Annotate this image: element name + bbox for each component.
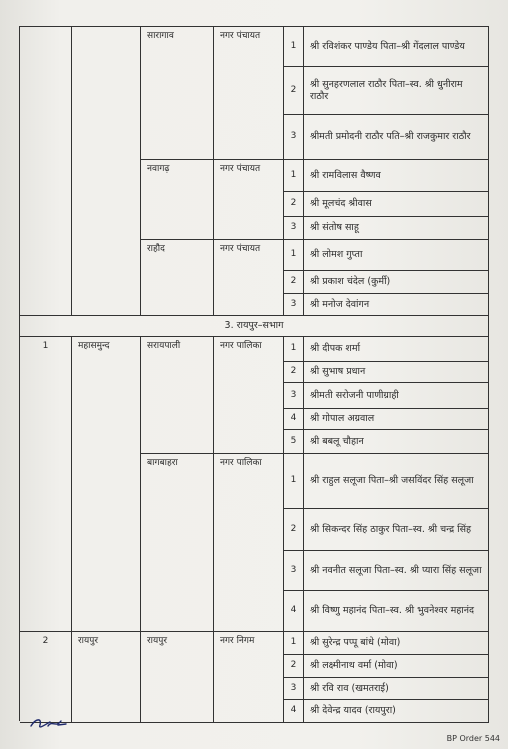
local-body-cell: सारागाव [141,27,214,160]
member-number: 2 [284,362,304,383]
member-number: 3 [284,217,304,240]
member-name: श्री सुभाष प्रधान [304,362,489,383]
member-number: 3 [284,678,304,700]
body-type-cell: नगर पालिका [214,454,284,632]
member-name: श्री रविशंकर पाण्डेय पिता–श्री गेंदलाल पाण्डेय [304,27,489,67]
member-name: श्री सिकन्दर सिंह ठाकुर पिता–स्व. श्री चन्द्र सिंह [304,509,489,551]
local-body-cell: नवागढ़ [141,160,214,240]
member-name: श्री विष्णु महानंद पिता–स्व. श्री भुवनेश्वर महानंद [304,591,489,632]
member-number: 4 [284,700,304,723]
member-name: श्रीमती सरोजनी पाणीग्राही [304,383,489,409]
member-name: श्री सुरेन्द्र पप्पू बांधे (मोवा) [304,632,489,655]
handwritten-signature [28,712,68,734]
member-name: श्री लक्ष्मीनाथ वर्मा (मोवा) [304,655,489,678]
member-name: श्री दीपक शर्मा [304,337,489,362]
local-body-cell: रायपुर [141,632,214,723]
member-number: 3 [284,115,304,160]
member-name: श्री देवेन्द्र यादव (रायपुरा) [304,700,489,723]
body-type-cell: नगर पंचायत [214,27,284,160]
member-number: 1 [284,240,304,271]
member-number: 1 [284,160,304,192]
body-type-cell: नगर निगम [214,632,284,723]
member-number: 4 [284,591,304,632]
body-type-cell: नगर पंचायत [214,240,284,316]
member-number: 2 [284,67,304,115]
member-name: श्री सुनहरणलाल राठौर पिता–स्व. श्री धुनीराम राठौर [304,67,489,115]
member-name: श्री नवनीत सलूजा पिता–स्व. श्री प्यारा सिंह सलूजा [304,551,489,591]
member-number: 3 [284,294,304,316]
serial-number-cell: 2 [20,632,72,723]
district-cell: महासमुन्द [72,337,141,632]
member-number: 3 [284,551,304,591]
member-number: 1 [284,632,304,655]
member-name: श्री बबलू चौहान [304,430,489,454]
member-number: 2 [284,655,304,678]
member-name: श्री मूलचंद श्रीवास [304,192,489,217]
member-number: 2 [284,271,304,294]
member-number: 1 [284,337,304,362]
local-body-cell: राहौद [141,240,214,316]
table-cell-empty [20,27,72,316]
body-type-cell: नगर पंचायत [214,160,284,240]
member-number: 2 [284,509,304,551]
member-name: श्री प्रकाश चंदेल (कुर्मी) [304,271,489,294]
section-heading: 3. रायपुर–सभाग [20,316,489,337]
member-number: 5 [284,430,304,454]
table-cell-empty [72,27,141,316]
member-name: श्री रामविलास वैष्णव [304,160,489,192]
members-table [19,26,489,721]
member-name: श्री मनोज देवांगन [304,294,489,316]
member-name: श्रीमती प्रमोदनी राठौर पति–श्री राजकुमार राठौर [304,115,489,160]
district-cell: रायपुर [72,632,141,723]
local-body-cell: सरायपाली [141,337,214,454]
member-number: 1 [284,454,304,509]
footer-reference: BP Order 544 [446,734,500,743]
member-number: 1 [284,27,304,67]
member-number: 2 [284,192,304,217]
member-name: श्री गोपाल अग्रवाल [304,409,489,430]
member-name: श्री संतोष साहू [304,217,489,240]
member-name: श्री लोमश गुप्ता [304,240,489,271]
member-name: श्री राहुल सलूजा पिता–श्री जसविंदर सिंह सलूजा [304,454,489,509]
serial-number-cell: 1 [20,337,72,632]
member-number: 3 [284,383,304,409]
local-body-cell: बागबाहरा [141,454,214,632]
member-name: श्री रवि राव (खमतराई) [304,678,489,700]
body-type-cell: नगर पालिका [214,337,284,454]
member-number: 4 [284,409,304,430]
